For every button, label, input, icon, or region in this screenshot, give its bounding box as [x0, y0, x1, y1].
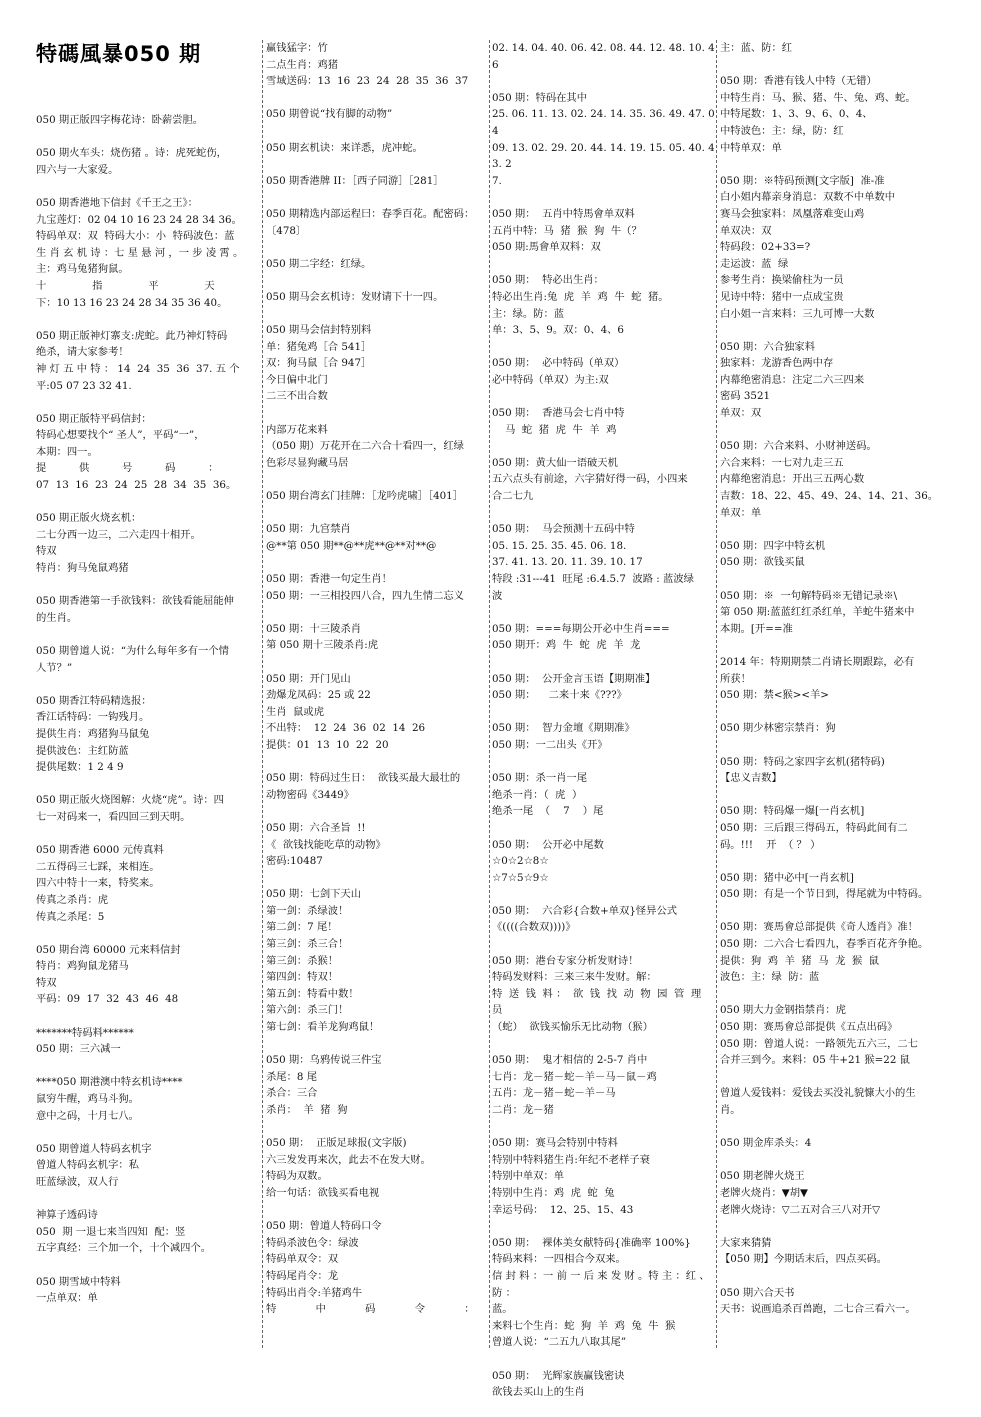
text-block: 050 期： 马会预测十五码中特 05. 15. 25. 35. 45. 06. 18. 37. 41. 13. 20. 11. 39. 10. 17 特段 :31---41 旺尾 :6.4.5.7 波路 : 蓝波绿 波 [492, 523, 694, 602]
text-block: 050 期：七剑下天山 第一剑：杀绿波！ 第二剑：7 尾！ 第三剑：杀三合！ 第三剑：杀猴！ 第四剑：特双！ 第五剑：特看中数！ 第六剑：杀三门！ 第七剑：看羊龙狗鸡鼠！ [266, 888, 380, 1034]
text-block: 050 期：开门见山 劲爆龙凤码：25 或 22 生肖 鼠或虎 不出特： 12 24 36 02 14 26 提供：01 13 10 22 20 [266, 672, 426, 751]
text-block: 050 期： 光辉家族赢钱密诀 欲钱去买山上的生肖 [492, 1369, 625, 1399]
text-block: 050 期： 香港马会七肖中特 马 蛇 猪 虎 牛 羊 鸡 [492, 407, 625, 436]
text-block: 02. 14. 04. 40. 06. 42. 08. 44. 12. 48. 10. 46 [492, 42, 715, 71]
text-block: 050 期香江特码精选报： 香江话特码：一钩残月。 提供生肖：鸡猪狗马鼠兔 提供波色：主红防蓝 提供尾数：1 2 4 9 [36, 694, 152, 774]
text-block: 050 期：杀一肖一尾 绝杀一肖：（ 虎 ） 绝杀一尾 （ 7 ）尾 [492, 772, 604, 818]
text-block: 050 期：乌鸦传说三件宝 杀尾：8 尾 杀合：三合 杀肖： 羊 猪 狗 [266, 1054, 382, 1116]
text-block: 050 期：特码在其中 25. 06. 11. 13. 02. 24. 14. 35. 36. 49. 47. 04 09. 13. 02. 29. 20. 44. 14. 19. 15. 05. 40. 43. 2 7. [492, 91, 715, 187]
text-block: ****050 期港澳中特玄机诗**** 鼠穷牛醒，鸡马斗狗。 意中之码，十月七八。 [36, 1076, 183, 1122]
text-block: 050 期：港台专家分析发财诗！ 特码发财料：三来三来牛发财。解： 特 送 钱 料 ： 欲 钱 找 动 物 园 管 理 员 （蛇） 欲钱买愉乐无比动物（猴） [492, 954, 702, 1034]
text-block: 050 期少林密宗禁肖：狗 [720, 722, 836, 735]
text-block: 050 期台湾 60000 元来料信封 特肖：鸡狗鼠龙猪马 特双 平码：09 17 32 43 46 48 [36, 943, 181, 1006]
column-divider [716, 40, 717, 1348]
text-block: 050 期：赛馬會总部提供《奇人透肖》准！ 050 期：二六合七看四九，春季百花齐争艳。 提供：狗 鸡 羊 猪 马 龙 猴 鼠 波色：主：绿 防：蓝 [720, 921, 929, 984]
text-block: 050 期：六合来料、小财神送码。 六合来料：一七对九走三五 内幕绝密消息：开出三五两心数 吉数：18、22、45、49、24、14、21、36。 单双：单 [720, 440, 939, 519]
text-block: 050 期香港地下信封《千王之王》： 九宝莲灯：02 04 10 16 23 24 28 34 36。 特码单双：双 特码大小：小 特码波色：蓝 生 肖 玄 机 诗 ：七 星 悬 河 ，一 步 凌 霄 。 主：鸡马兔猪狗鼠。 十 指 平 天 下：10 13 16 23 24 28 34 35 36 40。 [36, 196, 244, 309]
column-divider [262, 40, 263, 1348]
text-block: 050 期： 正版足球报(文字版) 六三发发再来次，此去不在发大财。 特码为双数。 给一句话：欲钱买看电视 [266, 1137, 431, 1199]
text-block: 050 期香港牌 II：［西子同游］［281］ [266, 174, 444, 187]
text-block: 050 期香港 6000 元传真料 二五得码三七踩，来相连。 四六中特十一来，特奖来。 传真之杀肖：虎 传真之杀尾：5 [36, 844, 164, 923]
text-block: 050 期：曾道人特码口令 特码杀波色令：绿波 特码单双令：双 特码尾肖令：龙 特码出肖令:羊猪鸡牛 特 中 码 令 ： [266, 1220, 475, 1316]
column-3 [492, 40, 716, 1417]
text-block: 050 期曾道人说：“为什么每年多有一个情 人节？” [36, 645, 229, 674]
column-4 [720, 40, 946, 1334]
text-block: 050 期： 六合彩{合数+单双}怪异公式 《((((合数双))))》 [492, 904, 678, 934]
text-block: 050 期：※特码预测[文字版] 准-准 白小姐内幕亲身消息：双数不中单数中 赛马会独家料：凤凰落难变山鸡 单双决：双 特码段：02+33=? 走运波：蓝 绿 参考生肖：换梁偷柱为一员 见诗中特：猪中一点成宝贵 白小姐一言来料：三九可博一大数 [720, 174, 896, 320]
column-1 [36, 112, 258, 1323]
text-block: 050 期：香港有钱人中特（无错） 中特生肖：马、猴、猪、牛、兔、鸡、蛇。 中特尾数：1、3、9、6、0、4、 中特波色：主：绿，防：红 中特单双：单 [720, 75, 916, 154]
text-block: 050 期正版神灯寨支:虎蛇。此乃神灯特码 绝杀，请大家参考！ 神 灯 五 中 特 ： 14 24 35 36 37. 五 个 平:05 07 23 32 41. [36, 329, 240, 392]
text-block: 050 期：特码过生日： 欲钱买最大最壮的 动物密码《3449》 [266, 772, 461, 801]
text-block: 050 期： 公开金言玉语【期期准】 050 期： 二来十来《???》 [492, 672, 656, 702]
text-block: *******特码料****** 050 期：三六减一 [36, 1026, 134, 1056]
text-block: 050 期： 裸体美女献特码{准确率 100%} 特码来料：一四相合今双来。 信 封 料 ：一 前 一 后 来 发 财 。特 主 ：红 、防 ： 蓝。 来料七个生肖：蛇 狗 羊 鸡 兔 牛 猴 曾道人说：“二五九八取其尾” [492, 1236, 710, 1349]
text-block: 050 期：九宫禁肖 @**第 050 期**@**虎**@**对**@ [266, 523, 437, 552]
text-block: 050 期正版火烧图解：火烧“虎”。诗：四 七一对码来一，看四回三到天明。 [36, 794, 224, 823]
text-block: 050 期老牌火烧王 老牌火烧肖：▼胡▼ 老牌火烧诗：▽二五对合三八对开▽ [720, 1170, 880, 1216]
text-block: 050 期：六合独家料 独家料：龙游香色两中存 内幕绝密消息：注定二六三四来 密码 3521 单双：双 [720, 340, 865, 420]
text-block: 050 期精选内部运程曰：春季百花。配密码： 〔478〕 [266, 207, 475, 237]
text-block: 050 期：四字中特玄机 050 期：欲钱买鼠 [720, 539, 826, 569]
text-block: 050 期： 智力金壇《期期准》 050 期：一二出头《开》 [492, 722, 635, 751]
text-block: 050 期：赛马会特别中特料 特别中特料猪生肖:年纪不老样子衰 特别中单双：单 特别中生肖：鸡 虎 蛇 兔 幸运号码： 12、25、15、43 [492, 1137, 650, 1216]
text-block: 050 期：黄大仙一语破天机 五六点头有前途，六字猜好得一码，小四来 合二七九 [492, 456, 688, 503]
text-block: 050 期：六合圣旨 !! 《 欲钱找能吃草的动物》 密码:10487 [266, 821, 386, 868]
text-block: 050 期： 五肖中特馬會单双料 五肖中特：马 猪 猴 狗 牛（？ 050 期:馬會单双料：双 [492, 207, 642, 254]
text-block: 050 期：十三陵杀肖 第 050 期十三陵杀肖:虎 [266, 622, 379, 652]
column-2 [266, 40, 490, 1334]
text-block: 050 期正版火烧玄机： 二七分西一边三，二六走四十相开。 特双 特肖：狗马兔鼠鸡猪 [36, 512, 201, 575]
text-block: 050 期：特码爆一爆[一肖玄机] 050 期：三后跟三得码五，特码此间有二 码。!!! 开 （ ？ ） [720, 805, 908, 851]
text-block: 曾道人爱钱料：爱钱去买没礼貌慷大小的生 肖。 [720, 1087, 916, 1116]
text-block: 内部万花来料 （050 期）万花开在二六合十看四一，红绿 色彩尽显狗藏马居 [266, 423, 464, 469]
text-block: 大家来猜猜 【050 期】今期话末后，四点买码。 [720, 1236, 888, 1266]
text-block: 050 期：※ 一句解特码※无错记录※\ 第 050 期:蓝蓝红红杀红单，羊蛇牛猪来中 本期。[开==准 [720, 589, 915, 635]
text-block: 050 期香港第一手欲钱料：欲钱看能屈能伸 的生肖。 [36, 595, 234, 624]
text-block: 050 期：猪中必中[一肖玄机] 050 期：有是一个节日到，得尾就为中特码。 [720, 871, 929, 901]
text-block: 神算子透码诗 050 期 一退七来当四知 配：竖 五字真经：三个加一个，十个减四个。 [36, 1209, 212, 1255]
text-block: 050 期六合天书 天书：说画追杀百兽跑，二七合三看六一。 [720, 1286, 916, 1316]
text-block: 050 期： 鬼才相信的 2-5-7 肖中 七肖：龙－猪－蛇－羊－马－鼠－鸡 五肖：龙－猪－蛇－羊－马 二肖：龙－猪 [492, 1054, 657, 1116]
text-block: 2014 年：特期期禁二肖请长期跟踪，必有 所获！ 050 期：禁<猴><羊> [720, 655, 915, 702]
text-block: 050 期雪域中特料 一点单双：单 [36, 1275, 121, 1305]
text-block: 050 期：香港一句定生肖！ 050 期：一三相投四八合，四九生情二忘义 [266, 573, 464, 602]
text-block: 050 期： 特必出生肖： 特必出生肖:兔 虎 羊 鸡 牛 蛇 猪。 主：绿。防：蓝 单：3、5、9。双：0、4、6 [492, 274, 669, 337]
text-block: 050 期曾道人特码玄机字 曾道人特码玄机字：私 旺蓝绿波，双人行 [36, 1142, 152, 1188]
text-block: 050 期火车头：烧伤猪 。诗：虎死蛇伤， 四六与一大家爱。 [36, 147, 227, 176]
text-block: 050 期： 公开必中尾数 ☆0☆2☆8☆ ☆7☆5☆9☆ [492, 838, 604, 884]
text-block: 050 期曾说“找有脚的动物” [266, 108, 393, 121]
text-block: 050 期马会玄机诗：发财请下十一四。 [266, 290, 444, 303]
text-block: 050 期： 必中特码（单双） 必中特码（单双）为主:双 [492, 357, 625, 386]
text-block: 050 期大力金钢指禁肖：虎 050 期：赛馬會总部提供《五点出码》 050 期：曾道人说：一路领先五六三，二七 合并三到今。来料：05 牛+21 猴=22 鼠 [720, 1004, 918, 1067]
page-title: 特碼風暴050 期 [36, 42, 202, 66]
text-block: 050 期台湾玄门挂牌：［龙吟虎啸］［401］ [266, 490, 464, 503]
text-block: 主：蓝、防：红 [720, 42, 793, 54]
text-block: 050 期玄机诀：来详悉，虎冲蛇。 [266, 141, 423, 154]
text-block: 050 期二字经：红绿。 [266, 257, 372, 270]
text-block: 赢钱猛字：竹 二点生肖：鸡猪 雪域送码：13 16 23 24 28 35 36 37 [266, 42, 469, 88]
text-block: 050 期：===每期公开必中生肖=== 050 期开：鸡 牛 蛇 虎 羊 龙 [492, 622, 670, 652]
column-divider [489, 40, 490, 1348]
text-block: 050 期：特码之家四字玄机(猪特码) 【忠义吉数】 [720, 755, 885, 785]
text-block: 050 期正版特平码信封： 特码心想要找个“ 圣人”，平码“一”， 本期：四一。 提 供 号 码 ： 07 13 16 23 24 25 28 34 35 36。 [36, 412, 237, 492]
text-block: 050 期正版四字梅花诗：卧薪尝胆。 [36, 114, 204, 126]
text-block: 050 期马会信封特别料 单：猪兔鸡［合 541］ 双：狗马鼠［合 947］ 今日偏中北门 二三不出合数 [266, 324, 372, 403]
text-block: 050 期金库杀头：4 [720, 1137, 812, 1150]
